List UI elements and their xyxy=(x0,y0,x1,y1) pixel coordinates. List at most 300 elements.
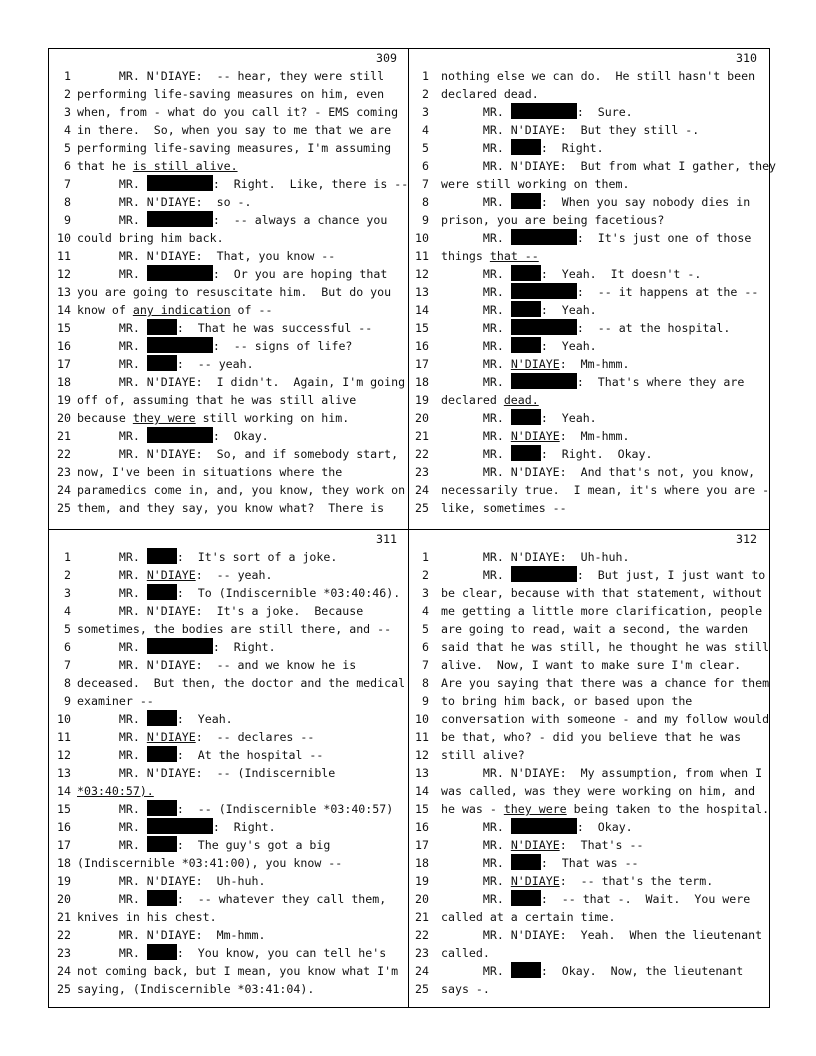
line-text: MR. N'DIAYE: -- (Indiscernible xyxy=(77,766,336,780)
line-number: 19 xyxy=(415,874,429,888)
line-text: MR. : To (Indiscernible *03:40:46). xyxy=(77,586,401,600)
transcript-line xyxy=(49,908,407,926)
line-text: know of any indication of -- xyxy=(77,303,273,317)
page-lines xyxy=(49,548,407,998)
transcript-line xyxy=(49,193,407,211)
page-lines xyxy=(409,67,777,517)
transcript-line xyxy=(49,926,407,944)
line-number: 23 xyxy=(57,465,71,479)
line-text: when, from - what do you call it? - EMS coming xyxy=(77,105,399,119)
line-number: 25 xyxy=(57,501,71,515)
redaction-block xyxy=(147,944,177,960)
redaction-block xyxy=(511,103,577,119)
transcript-line xyxy=(409,373,767,391)
line-text: performing life-saving measures on him, even xyxy=(77,87,385,101)
line-text: paramedics come in, and, you know, they work on xyxy=(77,483,406,497)
line-number: 14 xyxy=(415,784,429,798)
line-number: 3 xyxy=(422,586,429,600)
transcript-line xyxy=(49,728,407,746)
line-text: to bring him back, or based upon the xyxy=(441,694,693,708)
transcript-line xyxy=(49,319,407,337)
line-text: sometimes, the bodies are still there, and -- xyxy=(77,622,392,636)
transcript-line xyxy=(49,481,407,499)
underlined-text: that -- xyxy=(489,249,539,263)
line-text: MR. : It's sort of a joke. xyxy=(77,550,338,564)
underlined-text: N'DIAYE xyxy=(510,429,560,443)
line-text: MR. : Right. xyxy=(77,640,276,654)
line-number: 12 xyxy=(415,267,429,281)
line-number: 25 xyxy=(415,501,429,515)
transcript-line xyxy=(409,121,767,139)
redaction-block xyxy=(511,818,577,834)
transcript-line xyxy=(409,890,767,908)
line-number: 8 xyxy=(64,676,71,690)
underlined-text: N'DIAYE xyxy=(146,568,196,582)
line-text: called at a certain time. xyxy=(441,910,616,924)
redaction-block xyxy=(147,890,177,906)
line-text: says -. xyxy=(441,982,490,996)
transcript-line xyxy=(49,566,407,584)
transcript-line xyxy=(49,602,407,620)
line-text: MR. : Yeah. xyxy=(441,303,597,317)
line-text: not coming back, but I mean, you know what I'm xyxy=(77,964,399,978)
line-number: 16 xyxy=(57,339,71,353)
transcript-line xyxy=(49,872,407,890)
transcript-line xyxy=(409,818,767,836)
transcript-line xyxy=(49,782,407,800)
line-number: 7 xyxy=(64,658,71,672)
transcript-line xyxy=(409,463,767,481)
line-text: me getting a little more clarification, people xyxy=(441,604,763,618)
underlined-text: *03:40:57). xyxy=(77,784,154,798)
page-lines xyxy=(49,67,407,517)
line-number: 24 xyxy=(57,964,71,978)
transcript-line xyxy=(409,908,767,926)
line-text: MR. : -- (Indiscernible *03:40:57) xyxy=(77,802,394,816)
line-number: 5 xyxy=(64,141,71,155)
line-number: 24 xyxy=(415,483,429,497)
line-number: 13 xyxy=(415,285,429,299)
line-number: 6 xyxy=(422,640,429,654)
transcript-line xyxy=(409,337,767,355)
line-number: 2 xyxy=(64,568,71,582)
line-text: MR. : Okay. xyxy=(77,429,269,443)
line-number: 6 xyxy=(64,640,71,654)
redaction-block xyxy=(147,265,213,281)
transcript-line xyxy=(409,800,770,818)
line-text: MR. : Yeah. xyxy=(441,339,597,353)
line-text: knives in his chest. xyxy=(77,910,217,924)
line-number: 22 xyxy=(415,928,429,942)
line-text: MR. : At the hospital -- xyxy=(77,748,324,762)
line-text: MR. : Right. Like, there is -- xyxy=(77,177,409,191)
line-text: examiner -- xyxy=(77,694,154,708)
transcript-line xyxy=(409,656,767,674)
transcript-line xyxy=(409,980,767,998)
transcript-line xyxy=(409,548,767,566)
transcript-line xyxy=(49,157,407,175)
line-text: MR. N'DIAYE: Yeah. When the lieutenant xyxy=(441,928,763,942)
underlined-text: is still alive. xyxy=(132,159,238,173)
line-text: alive. Now, I want to make sure I'm clear. xyxy=(441,658,742,672)
transcript-line xyxy=(409,193,767,211)
line-text: are going to read, wait a second, the warden xyxy=(441,622,749,636)
underlined-text: dead. xyxy=(503,393,539,407)
line-number: 1 xyxy=(422,69,429,83)
transcript-line xyxy=(409,944,767,962)
line-text: called. xyxy=(441,946,490,960)
transcript-line xyxy=(409,301,767,319)
line-number: 14 xyxy=(57,303,71,317)
line-number: 9 xyxy=(64,213,71,227)
line-number: 8 xyxy=(422,195,429,209)
transcript-line xyxy=(409,872,767,890)
line-number: 5 xyxy=(422,622,429,636)
line-text: (Indiscernible *03:41:00), you know -- xyxy=(77,856,343,870)
line-text: MR. : That was -- xyxy=(441,856,639,870)
transcript-line xyxy=(409,499,767,517)
line-text: MR. N'DIAYE: My assumption, from when I xyxy=(441,766,763,780)
transcript-line xyxy=(49,427,407,445)
transcript-line xyxy=(409,710,770,728)
transcript-line xyxy=(49,139,407,157)
transcript-line xyxy=(409,157,777,175)
transcript-line xyxy=(49,800,407,818)
line-number: 20 xyxy=(415,892,429,906)
line-text: MR. N'DIAYE: But from what I gather, they xyxy=(441,159,777,173)
line-number: 10 xyxy=(57,712,71,726)
line-number: 24 xyxy=(415,964,429,978)
line-number: 10 xyxy=(415,231,429,245)
redaction-block xyxy=(511,283,577,299)
transcript-line xyxy=(49,656,407,674)
line-text: MR. : -- at the hospital. xyxy=(441,321,731,335)
transcript-line xyxy=(409,445,767,463)
line-number: 19 xyxy=(57,393,71,407)
line-text: declared dead. xyxy=(441,393,539,407)
redaction-block xyxy=(147,818,213,834)
transcript-line xyxy=(49,85,407,103)
line-text: said that he was still, he thought he was still xyxy=(441,640,770,654)
line-number: 16 xyxy=(57,820,71,834)
line-text: MR. N'DIAYE: Mm-hmm. xyxy=(441,357,630,371)
transcript-line xyxy=(409,836,767,854)
line-number: 1 xyxy=(64,69,71,83)
line-text: be that, who? - did you believe that he was xyxy=(441,730,742,744)
line-number: 7 xyxy=(422,658,429,672)
line-number: 19 xyxy=(57,874,71,888)
line-text: MR. N'DIAYE: Mm-hmm. xyxy=(441,429,630,443)
transcript-line xyxy=(409,746,767,764)
line-number: 24 xyxy=(57,483,71,497)
line-number: 19 xyxy=(415,393,429,407)
line-text: MR. N'DIAYE: So, and if somebody start, xyxy=(77,447,399,461)
transcript-line xyxy=(409,962,767,980)
line-text: saying, (Indiscernible *03:41:04). xyxy=(77,982,315,996)
line-number: 17 xyxy=(415,357,429,371)
line-text: MR. N'DIAYE: -- hear, they were still xyxy=(77,69,385,83)
line-number: 21 xyxy=(415,910,429,924)
transcript-line xyxy=(409,283,767,301)
redaction-block xyxy=(511,229,577,245)
line-text: were still working on them. xyxy=(441,177,630,191)
transcript-line xyxy=(49,463,407,481)
line-number: 3 xyxy=(64,586,71,600)
transcript-frame xyxy=(48,48,777,1008)
transcript-line xyxy=(49,584,407,602)
transcript-line xyxy=(409,265,767,283)
underlined-text: N'DIAYE xyxy=(146,730,196,744)
line-number: 15 xyxy=(57,321,71,335)
page-311 xyxy=(49,530,407,1009)
redaction-block xyxy=(147,584,177,600)
line-number: 9 xyxy=(422,694,429,708)
transcript-line xyxy=(49,764,407,782)
transcript-line xyxy=(49,692,407,710)
transcript-line xyxy=(409,692,767,710)
redaction-block xyxy=(511,890,541,906)
transcript-line xyxy=(409,764,767,782)
line-number: 17 xyxy=(415,838,429,852)
line-text: MR. N'DIAYE: But they still -. xyxy=(441,123,700,137)
line-text: MR. N'DIAYE: Mm-hmm. xyxy=(77,928,266,942)
redaction-block xyxy=(511,139,541,155)
transcript-line xyxy=(49,445,407,463)
line-text: you are going to resuscitate him. But do you xyxy=(77,285,392,299)
line-text: that he is still alive. xyxy=(77,159,238,173)
page-number: 312 xyxy=(736,532,757,546)
line-text: could bring him back. xyxy=(77,231,224,245)
line-number: 11 xyxy=(415,730,429,744)
line-text: was called, was they were working on him, and xyxy=(441,784,756,798)
line-text: MR. N'DIAYE: It's a joke. Because xyxy=(77,604,364,618)
transcript-line xyxy=(49,409,407,427)
transcript-line xyxy=(49,980,407,998)
line-text: MR. : But just, I just want to xyxy=(441,568,766,582)
line-number: 15 xyxy=(415,802,429,816)
transcript-line xyxy=(49,499,407,517)
redaction-block xyxy=(511,409,541,425)
transcript-line xyxy=(49,229,407,247)
line-text: MR. : Right. xyxy=(441,141,604,155)
redaction-block xyxy=(147,337,213,353)
line-text: Are you saying that there was a chance for them xyxy=(441,676,770,690)
line-text: MR. : Yeah. It doesn't -. xyxy=(441,267,702,281)
line-number: 7 xyxy=(64,177,71,191)
redaction-block xyxy=(511,193,541,209)
redaction-block xyxy=(147,836,177,852)
line-text: declared dead. xyxy=(441,87,539,101)
line-text: now, I've been in situations where the xyxy=(77,465,343,479)
line-text: MR. : Yeah. xyxy=(77,712,233,726)
transcript-line xyxy=(49,211,407,229)
transcript-line xyxy=(49,301,407,319)
underlined-text: they were xyxy=(503,802,567,816)
transcript-line xyxy=(409,67,767,85)
redaction-block xyxy=(511,854,541,870)
transcript-line xyxy=(49,121,407,139)
transcript-line xyxy=(409,638,770,656)
line-text: MR. : That he was successful -- xyxy=(77,321,373,335)
line-number: 18 xyxy=(415,856,429,870)
redaction-block xyxy=(147,175,213,191)
line-text: necessarily true. I mean, it's where you are - xyxy=(441,483,770,497)
line-number: 15 xyxy=(57,802,71,816)
line-number: 6 xyxy=(64,159,71,173)
transcript-line xyxy=(409,782,767,800)
transcript-line xyxy=(409,175,767,193)
transcript-line xyxy=(409,319,767,337)
line-number: 25 xyxy=(415,982,429,996)
transcript-line xyxy=(49,247,407,265)
line-number: 2 xyxy=(422,87,429,101)
line-number: 9 xyxy=(422,213,429,227)
transcript-line xyxy=(49,103,407,121)
line-number: 18 xyxy=(415,375,429,389)
page-312 xyxy=(409,530,770,1009)
line-number: 15 xyxy=(415,321,429,335)
transcript-line xyxy=(49,548,407,566)
page-number: 309 xyxy=(376,51,397,65)
transcript-line xyxy=(409,926,767,944)
redaction-block xyxy=(147,800,177,816)
underlined-text: any indication xyxy=(132,303,231,317)
line-number: 20 xyxy=(57,892,71,906)
line-text: MR. : -- always a chance you xyxy=(77,213,388,227)
transcript-line xyxy=(409,854,767,872)
line-number: 14 xyxy=(415,303,429,317)
line-text: MR. N'DIAYE: And that's not, you know, xyxy=(441,465,756,479)
line-number: 17 xyxy=(57,357,71,371)
line-number: 22 xyxy=(57,928,71,942)
line-text: deceased. But then, the doctor and the medical xyxy=(77,676,406,690)
line-text: MR. N'DIAYE: -- yeah. xyxy=(77,568,273,582)
line-number: 8 xyxy=(422,676,429,690)
line-number: 6 xyxy=(422,159,429,173)
redaction-block xyxy=(147,427,213,443)
line-text: them, and they say, you know what? There is xyxy=(77,501,385,515)
transcript-line xyxy=(49,638,407,656)
line-number: 12 xyxy=(415,748,429,762)
line-text: MR. N'DIAYE: Uh-huh. xyxy=(441,550,630,564)
redaction-block xyxy=(511,265,541,281)
line-number: 20 xyxy=(57,411,71,425)
line-text: MR. : Right. Okay. xyxy=(441,447,653,461)
redaction-block xyxy=(511,566,577,582)
underlined-text: N'DIAYE xyxy=(510,874,560,888)
line-number: 10 xyxy=(415,712,429,726)
line-text: MR. : Or you are hoping that xyxy=(77,267,388,281)
transcript-line xyxy=(409,391,767,409)
underlined-text: N'DIAYE xyxy=(510,357,560,371)
line-text: MR. N'DIAYE: so -. xyxy=(77,195,252,209)
transcript-line xyxy=(49,391,407,409)
line-number: 18 xyxy=(57,375,71,389)
line-text: MR. : When you say nobody dies in xyxy=(441,195,751,209)
line-text: MR. : Right. xyxy=(77,820,276,834)
page-309 xyxy=(49,49,407,528)
line-number: 5 xyxy=(422,141,429,155)
page-number: 310 xyxy=(736,51,757,65)
line-text: nothing else we can do. He still hasn't been xyxy=(441,69,756,83)
line-number: 5 xyxy=(64,622,71,636)
line-number: 13 xyxy=(57,285,71,299)
transcript-line xyxy=(409,728,767,746)
line-text: MR. : It's just one of those xyxy=(441,231,752,245)
line-text: MR. : -- signs of life? xyxy=(77,339,353,353)
line-text: like, sometimes -- xyxy=(441,501,567,515)
line-text: performing life-saving measures, I'm assuming xyxy=(77,141,392,155)
transcript-line xyxy=(409,409,767,427)
underlined-text: N'DIAYE xyxy=(510,838,560,852)
line-number: 9 xyxy=(64,694,71,708)
transcript-line xyxy=(409,602,767,620)
line-text: MR. : You know, you can tell he's xyxy=(77,946,387,960)
line-text: conversation with someone - and my follow would xyxy=(441,712,770,726)
line-number: 23 xyxy=(57,946,71,960)
redaction-block xyxy=(147,710,177,726)
line-text: MR. N'DIAYE: -- declares -- xyxy=(77,730,315,744)
line-text: MR. : -- it happens at the -- xyxy=(441,285,759,299)
transcript-line xyxy=(409,247,767,265)
line-number: 21 xyxy=(57,910,71,924)
line-number: 12 xyxy=(57,748,71,762)
line-number: 11 xyxy=(415,249,429,263)
redaction-block xyxy=(147,638,213,654)
redaction-block xyxy=(511,445,541,461)
line-number: 1 xyxy=(64,550,71,564)
redaction-block xyxy=(511,373,577,389)
line-number: 18 xyxy=(57,856,71,870)
redaction-block xyxy=(147,211,213,227)
page-number: 311 xyxy=(376,532,397,546)
line-number: 25 xyxy=(57,982,71,996)
line-text: be clear, because with that statement, without xyxy=(441,586,763,600)
transcript-line xyxy=(49,746,407,764)
transcript-line xyxy=(49,854,407,872)
line-text: MR. : That's where they are xyxy=(441,375,745,389)
line-text: MR. N'DIAYE: That, you know -- xyxy=(77,249,336,263)
transcript-line xyxy=(49,710,407,728)
line-text: because they were still working on him. xyxy=(77,411,350,425)
underlined-text: they were xyxy=(132,411,196,425)
line-number: 10 xyxy=(57,231,71,245)
page-lines xyxy=(409,548,770,998)
redaction-block xyxy=(147,746,177,762)
line-number: 4 xyxy=(64,604,71,618)
line-number: 2 xyxy=(422,568,429,582)
transcript-line xyxy=(409,427,767,445)
line-number: 22 xyxy=(415,447,429,461)
transcript-line xyxy=(49,355,407,373)
line-text: still alive? xyxy=(441,748,525,762)
transcript-line xyxy=(49,836,407,854)
line-text xyxy=(77,782,154,800)
transcript-line xyxy=(409,139,767,157)
line-text: MR. : Okay. Now, the lieutenant xyxy=(441,964,744,978)
transcript-line xyxy=(49,373,407,391)
transcript-line xyxy=(49,674,407,692)
transcript-line xyxy=(409,211,767,229)
line-text: MR. : Sure. xyxy=(441,105,633,119)
transcript-line xyxy=(49,944,407,962)
line-number: 16 xyxy=(415,820,429,834)
line-number: 23 xyxy=(415,465,429,479)
transcript-line xyxy=(49,818,407,836)
transcript-line xyxy=(49,890,407,908)
line-number: 23 xyxy=(415,946,429,960)
transcript-line xyxy=(49,175,407,193)
